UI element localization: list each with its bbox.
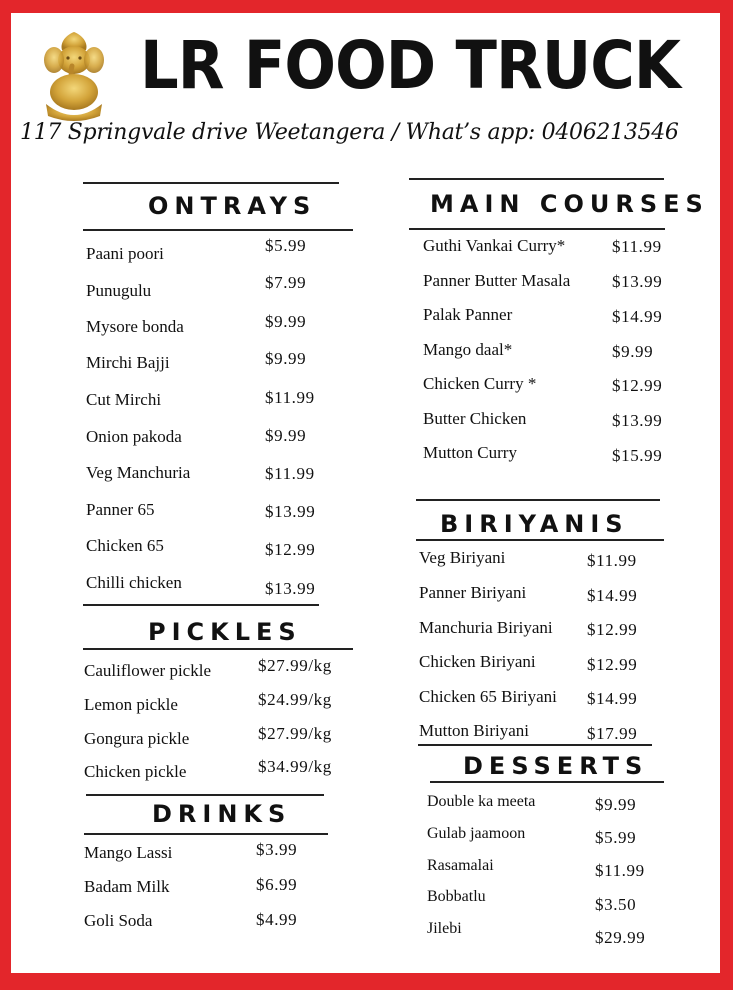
page-title: LR FOOD TRUCK <box>140 27 680 104</box>
menu-item-name: Rasamalai <box>427 857 494 874</box>
menu-item-name: Jilebi <box>427 920 462 937</box>
menu-item-name: Goli Soda <box>84 911 153 930</box>
menu-item-price: $14.99 <box>587 586 638 605</box>
menu-item-name: Panner 65 <box>86 500 155 519</box>
menu-item-price: $14.99 <box>587 689 638 708</box>
menu-item-name: Chicken Curry * <box>423 374 537 393</box>
section-divider <box>430 781 664 783</box>
menu-item-name: Guthi Vankai Curry* <box>423 236 566 255</box>
menu-item-name: Panner Biriyani <box>419 583 527 602</box>
menu-item-price: $13.99 <box>265 502 316 521</box>
menu-item-price: $3.99 <box>256 840 298 859</box>
menu-item-name: Gulab jaamoon <box>427 825 526 842</box>
menu-item-price: $24.99/kg <box>258 690 332 709</box>
menu-item-price: $13.99 <box>612 411 663 430</box>
menu-item-price: $11.99 <box>265 464 315 483</box>
menu-item-name: Chicken Biriyani <box>419 652 536 671</box>
section-divider <box>416 499 660 501</box>
menu-item-price: $12.99 <box>587 655 638 674</box>
ganesha-icon <box>34 30 114 122</box>
menu-item-name: Chicken pickle <box>84 762 187 781</box>
section-divider <box>84 833 328 835</box>
menu-item-name: Veg Manchuria <box>86 463 191 482</box>
menu-item-price: $27.99/kg <box>258 724 332 743</box>
section-heading-drinks: DRINKS <box>152 800 292 828</box>
section-divider <box>409 228 665 230</box>
menu-item-price: $29.99 <box>595 928 646 947</box>
menu-item-name: Cut Mirchi <box>86 390 162 409</box>
menu-item-price: $9.99 <box>265 349 307 368</box>
menu-item-price: $5.99 <box>265 236 307 255</box>
menu-item-price: $9.99 <box>595 795 637 814</box>
menu-item-price: $11.99 <box>612 237 662 256</box>
menu-item-name: Punugulu <box>86 281 152 300</box>
menu-item-name: Veg Biriyani <box>419 548 506 567</box>
menu-item-name: Chicken 65 Biriyani <box>419 687 557 706</box>
menu-item-name: Mysore bonda <box>86 317 184 336</box>
menu-item-price: $9.99 <box>265 312 307 331</box>
menu-item-name: Chicken 65 <box>86 536 164 555</box>
menu-item-price: $34.99/kg <box>258 757 332 776</box>
menu-item-price: $13.99 <box>612 272 663 291</box>
menu-item-name: Manchuria Biriyani <box>419 618 553 637</box>
section-heading-pickles: PICKLES <box>148 618 302 646</box>
menu-item-name: Badam Milk <box>84 877 170 896</box>
menu-item-price: $9.99 <box>612 342 654 361</box>
menu-item-name: Cauliflower pickle <box>84 661 211 680</box>
section-divider <box>83 648 353 650</box>
section-divider <box>409 178 664 180</box>
menu-item-price: $14.99 <box>612 307 663 326</box>
menu-item-price: $11.99 <box>595 861 645 880</box>
menu-item-price: $15.99 <box>612 446 663 465</box>
section-divider <box>418 744 652 746</box>
section-heading-main-courses: MAIN COURSES <box>430 190 709 218</box>
menu-item-name: Mango daal* <box>423 340 513 359</box>
menu-item-name: Paani poori <box>86 244 164 263</box>
menu-item-name: Palak Panner <box>423 305 513 324</box>
menu-item-price: $27.99/kg <box>258 656 332 675</box>
menu-item-price: $13.99 <box>265 579 316 598</box>
menu-item-price: $3.50 <box>595 895 637 914</box>
address-contact-line: 117 Springvale drive Weetangera / What’s app: 0406213546 <box>20 120 679 145</box>
section-heading-biriyanis: BIRIYANIS <box>440 510 629 538</box>
section-divider <box>86 794 324 796</box>
menu-item-name: Mutton Biriyani <box>419 721 530 740</box>
menu-item-name: Onion pakoda <box>86 427 182 446</box>
menu-item-price: $12.99 <box>612 376 663 395</box>
section-divider <box>83 604 319 606</box>
menu-item-price: $7.99 <box>265 273 307 292</box>
section-divider <box>83 229 353 231</box>
menu-item-price: $6.99 <box>256 875 298 894</box>
menu-item-name: Gongura pickle <box>84 729 190 748</box>
menu-item-name: Mango Lassi <box>84 843 173 862</box>
menu-item-price: $17.99 <box>587 724 638 743</box>
menu-item-price: $11.99 <box>265 388 315 407</box>
menu-item-name: Chilli chicken <box>86 573 182 592</box>
section-heading-desserts: DESSERTS <box>463 752 649 780</box>
menu-item-name: Panner Butter Masala <box>423 271 571 290</box>
section-divider <box>416 539 664 541</box>
menu-item-name: Butter Chicken <box>423 409 527 428</box>
menu-item-name: Double ka meeta <box>427 793 536 810</box>
menu-item-name: Mirchi Bajji <box>86 353 170 372</box>
menu-item-price: $12.99 <box>265 540 316 559</box>
menu-item-price: $9.99 <box>265 426 307 445</box>
menu-item-name: Bobbatlu <box>427 888 486 905</box>
menu-item-name: Mutton Curry <box>423 443 517 462</box>
menu-item-price: $4.99 <box>256 910 298 929</box>
menu-item-price: $11.99 <box>587 551 637 570</box>
menu-item-name: Lemon pickle <box>84 695 178 714</box>
menu-item-price: $5.99 <box>595 828 637 847</box>
menu-item-price: $12.99 <box>587 620 638 639</box>
section-divider <box>83 182 339 184</box>
section-heading-ontrays: ONTRAYS <box>148 192 317 220</box>
